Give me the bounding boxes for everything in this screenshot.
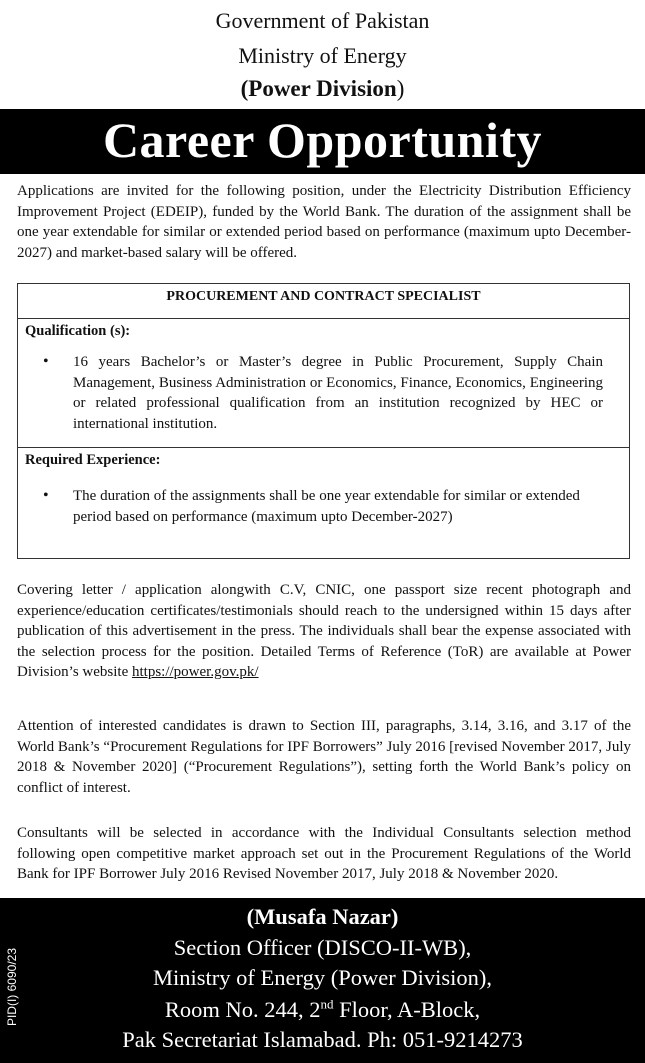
signature-block — [0, 898, 645, 1063]
officer-room — [0, 997, 645, 1023]
covering-text: Covering letter / application alongwith C.V, CNIC, one passport size recent photograph and experience/education certificates/testimonials should reach to the undersigned within 15 days after publication of this advertisement in the press. The individuals shall bear the expense associated with the selection process for the position. Detailed Terms of Reference (ToR) are available at Power Division’s website — [17, 582, 631, 680]
header-division-text: (Power Division — [240, 76, 397, 101]
attention-paragraph: Attention of interested candidates is drawn to Section III, paragraphs, 3.14, 3.16, and 3.17 of the World Bank’s “Procurement Regulations for IPF Borrowers” July 2016 [revised November 2017, July 2018 & November 2020] (“Procurement Regulations”), setting forth the World Bank’s policy on conflict of interest. — [17, 718, 631, 796]
intro-paragraph: Applications are invited for the following position, under the Electricity Distribution Efficiency Improvement Project (EDEIP), funded by the World Bank. The duration of the assignment shall be one year extendable for similar or extended period based on performance (maximum upto December-2027) and market-based salary will be offered. — [17, 183, 631, 261]
bullet-icon: • — [43, 487, 49, 504]
officer-ministry: Ministry of Energy (Power Division), — [153, 965, 492, 990]
experience-section — [17, 447, 630, 559]
room-sup: nd — [320, 996, 334, 1012]
qualification-text: 16 years Bachelor’s or Master’s degree in Public Procurement, Supply Chain Management, Business Administration or Economics, Finance, Economics, Engineering or related professional qualification from an institution recognized by HEC or international institution. — [73, 354, 603, 432]
experience-text: The duration of the assignments shall be one year extendable for similar or extended period based on performance (maximum upto December-2027) — [73, 488, 580, 525]
qualification-label: Qualification (s): — [25, 323, 131, 339]
header-ministry: Ministry of Energy — [238, 43, 407, 68]
pid-number: PID(I) 6090/23 — [5, 947, 19, 1027]
experience-label: Required Experience: — [25, 452, 161, 468]
consultants-paragraph: Consultants will be selected in accordance with the Individual Consultants selection method following open competitive market approach set out in the Procurement Regulations of the World Bank for IPF Borrower July 2016 Revised November 2017, July 2018 & November 2020. — [17, 825, 631, 882]
room-pre: Room No. 244, 2 — [164, 997, 321, 1022]
header-government: Government of Pakistan — [215, 8, 430, 33]
officer-name: (Musafa Nazar) — [246, 904, 399, 929]
room-post: Floor, A-Block, — [333, 997, 481, 1022]
header-division-close: ) — [396, 76, 405, 101]
covering-paragraph — [17, 580, 631, 683]
qualification-section — [17, 318, 630, 448]
career-banner: Career Opportunity — [0, 109, 645, 174]
header-division — [0, 76, 645, 102]
position-title-box — [17, 283, 630, 319]
officer-address: Pak Secretariat Islamabad. Ph: 051-9214273 — [122, 1027, 523, 1052]
position-title: PROCUREMENT AND CONTRACT SPECIALIST — [166, 289, 481, 304]
officer-designation: Section Officer (DISCO-II-WB), — [173, 935, 472, 960]
bullet-icon: • — [43, 353, 49, 370]
website-link[interactable]: https://power.gov.pk/ — [132, 664, 259, 680]
